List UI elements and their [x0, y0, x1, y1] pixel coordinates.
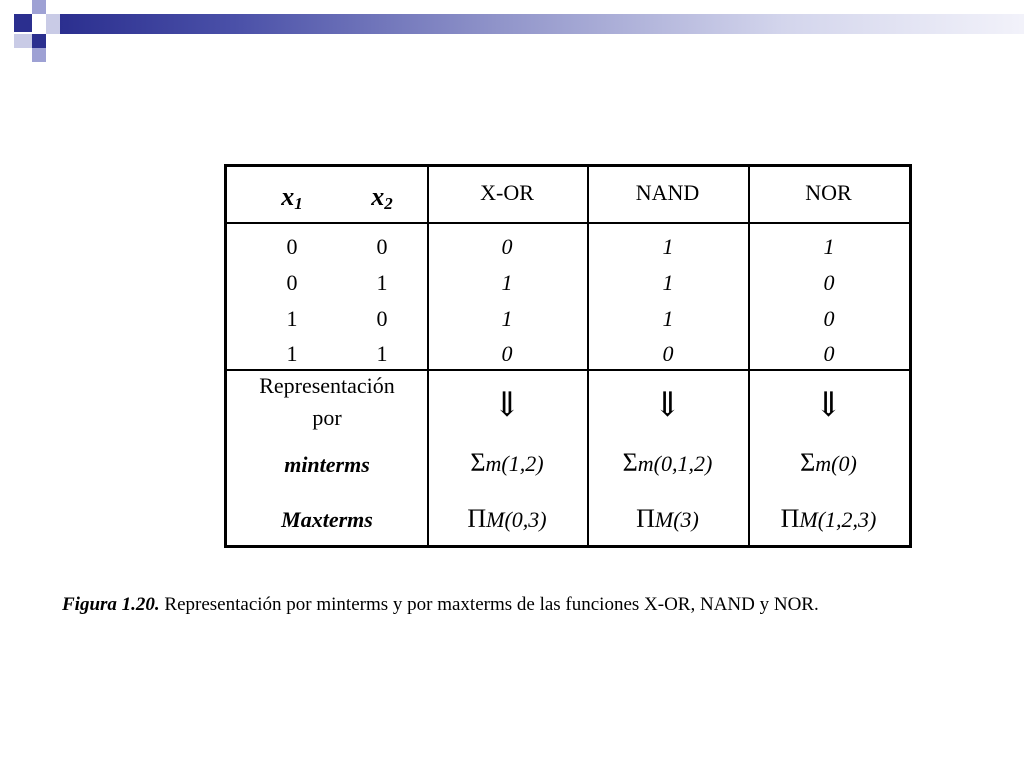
header-x2: $x_2$ [371, 182, 393, 213]
table-cell-x1: 0 [286, 270, 298, 295]
table-cell-nor: 1 [823, 234, 835, 259]
minterms-xor: Σm(1,2) [470, 448, 544, 477]
truth-table [224, 164, 912, 548]
figure-caption-label: Figura 1.20. [62, 594, 160, 615]
representation-label-line1: Representación [259, 373, 395, 398]
down-double-arrow-icon: ⇓ [492, 387, 522, 424]
table-cell-nor: 0 [823, 306, 835, 331]
table-cell-xor: 1 [501, 306, 513, 331]
minterms-nor: Σm(0) [800, 448, 857, 477]
table-cell-nand: 1 [662, 270, 674, 295]
minterms-nand: Σm(0,1,2) [622, 448, 713, 477]
table-cell-x2: 1 [376, 270, 388, 295]
minterms-label: minterms [284, 452, 370, 477]
decoration-square [14, 14, 32, 32]
figure-caption-text: Representación por minterms y por maxterms de las funciones X-OR, NAND y NOR. [159, 594, 819, 615]
slide-decoration [0, 0, 1024, 64]
header-nand: NAND [635, 180, 700, 205]
pi-symbol: Π [636, 504, 655, 533]
sigma-symbol: Σ [470, 448, 486, 477]
decoration-square [32, 34, 46, 48]
table-cell-x1: 1 [286, 341, 298, 366]
maxterms-label: Maxterms [281, 507, 373, 532]
decoration-square [32, 48, 46, 62]
title-gradient-bar [60, 14, 1024, 34]
table-cell-x2: 0 [376, 234, 388, 259]
decoration-square [14, 34, 32, 48]
header-x1: $x_1$ [281, 182, 303, 213]
table-cell-nor: 0 [823, 341, 835, 366]
table-cell-xor: 0 [501, 234, 513, 259]
down-double-arrow-icon: ⇓ [653, 387, 682, 424]
table-divider [227, 369, 909, 371]
header-nor: NOR [805, 180, 852, 205]
maxterms-nand: ΠM(3) [636, 504, 699, 533]
table-cell-nor: 0 [823, 270, 835, 295]
decoration-square [46, 14, 60, 34]
table-cell-nand: 1 [662, 306, 674, 331]
table-cell-x2: 0 [376, 306, 388, 331]
table-divider [227, 222, 909, 224]
representation-label-line2: por [312, 405, 342, 430]
table-cell-x2: 1 [376, 341, 388, 366]
table-cell-xor: 1 [501, 270, 513, 295]
figure-caption [62, 594, 992, 616]
maxterms-nor: ΠM(1,2,3) [780, 504, 877, 533]
sigma-symbol: Σ [800, 448, 816, 477]
table-cell-nand: 0 [662, 341, 674, 366]
maxterms-xor: ΠM(0,3) [467, 504, 547, 533]
table-cell-nand: 1 [662, 234, 674, 259]
pi-symbol: Π [780, 504, 800, 533]
pi-symbol: Π [467, 504, 487, 533]
table-cell-x1: 1 [286, 306, 298, 331]
decoration-square [32, 0, 46, 14]
table-cell-x1: 0 [286, 234, 298, 259]
header-xor: X-OR [480, 180, 534, 205]
table-cell-xor: 0 [501, 341, 513, 366]
down-double-arrow-icon: ⇓ [814, 387, 843, 424]
sigma-symbol: Σ [622, 448, 638, 477]
